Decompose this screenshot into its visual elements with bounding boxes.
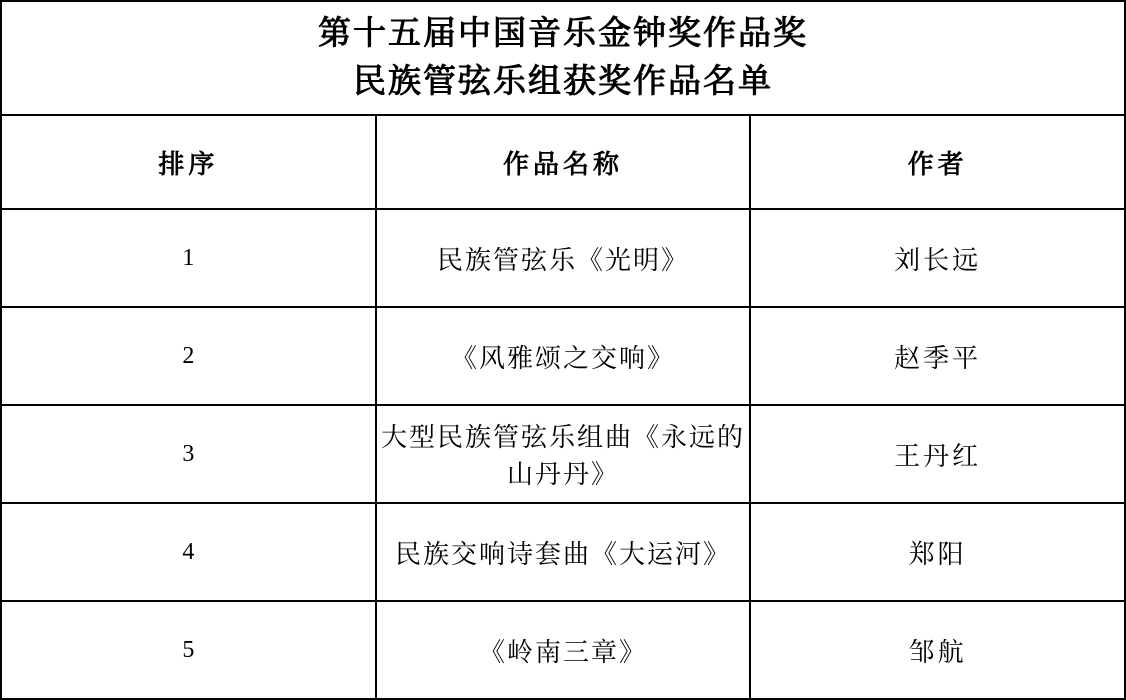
row-work-title: 大型民族管弦乐组曲《永远的山丹丹》 <box>376 405 751 503</box>
table-row <box>1 601 1125 699</box>
row-work-title: 民族交响诗套曲《大运河》 <box>376 503 751 601</box>
row-index: 3 <box>1 405 376 503</box>
row-index: 2 <box>1 307 376 405</box>
title-line-1: 第十五届中国音乐金钟奖作品奖 <box>318 16 808 52</box>
title-row <box>1 1 1125 115</box>
table-row <box>1 503 1125 601</box>
row-author: 赵季平 <box>750 307 1125 405</box>
row-index: 1 <box>1 209 376 307</box>
column-header-author: 作者 <box>750 115 1125 209</box>
row-author: 刘长远 <box>750 209 1125 307</box>
row-work-title: 《岭南三章》 <box>376 601 751 699</box>
column-header-work: 作品名称 <box>376 115 751 209</box>
row-work-title: 《风雅颂之交响》 <box>376 307 751 405</box>
table-row <box>1 307 1125 405</box>
row-author: 王丹红 <box>750 405 1125 503</box>
column-header-index: 排序 <box>1 115 376 209</box>
table-header-row <box>1 115 1125 209</box>
table-row <box>1 209 1125 307</box>
title-line-2: 民族管弦乐组获奖作品名单 <box>353 64 773 100</box>
row-work-title: 民族管弦乐《光明》 <box>376 209 751 307</box>
row-index: 5 <box>1 601 376 699</box>
row-index: 4 <box>1 503 376 601</box>
row-author: 邹航 <box>750 601 1125 699</box>
row-author: 郑阳 <box>750 503 1125 601</box>
document-title <box>1 1 1125 115</box>
table-row <box>1 405 1125 503</box>
